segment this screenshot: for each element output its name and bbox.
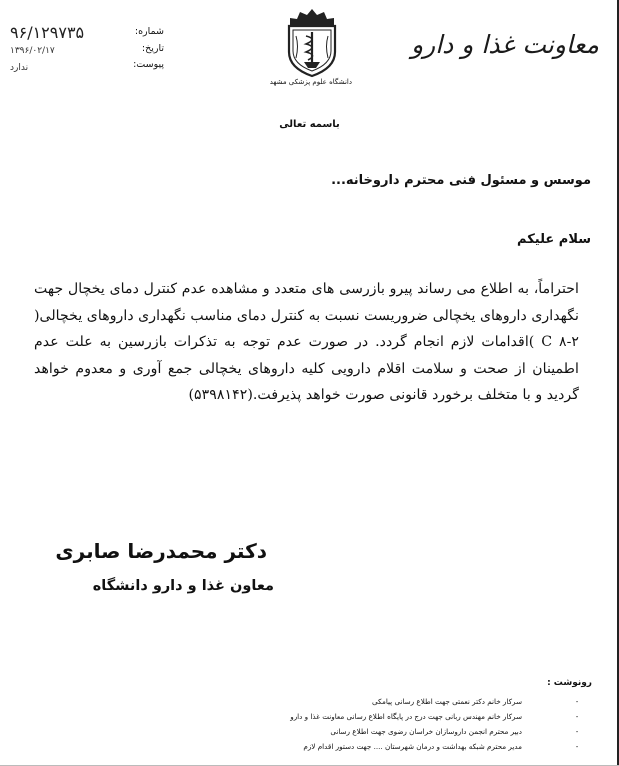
cc-item	[62, 739, 582, 754]
cc-bullet: -	[575, 727, 579, 736]
cc-item-text: دبیر محترم انجمن داروسازان خراسان رضوی جهت اطلاع رسانی	[330, 727, 522, 736]
cc-bullet: -	[575, 712, 579, 721]
letter-date: ۱۳۹۶/۰۲/۱۷	[10, 46, 55, 56]
letter-attachment: ندارد	[10, 63, 29, 73]
recipient-line: موسس و مسئول فنی محترم داروخانه...	[331, 173, 591, 188]
cc-label: رونوشت :	[547, 678, 592, 688]
cc-item	[62, 709, 582, 724]
cc-bullet: -	[575, 697, 579, 706]
date-label: تاریخ:	[141, 42, 164, 54]
cc-item-text: مدیر محترم شبکه بهداشت و درمان شهرستان .... جهت دستور اقدام لازم	[303, 742, 522, 751]
letter-body: احتراماً، به اطلاع می رساند پیرو بازرسی های متعدد و مشاهده عدم کنترل دمای یخچال جهت نگهداری داروهای یخچالی ضروریست نسبت به کنترل دمای مناسب نگهداری داروهای یخچالی( C ۸-۲ )اقدامات لازم انجام گردد. در صورت عدم توجه به تذکرات بازرسین به علت عدم اطمینان از صحت و سلامت اقلام دارویی کلیه داروهای یخچالی جمع آوری و معدوم خواهد گردید و با متخلف برخورد قانونی صورت خواهد پذیرفت.(۵۳۹۸۱۴۲)	[34, 281, 579, 404]
letter-number: ۹۶/۱۲۹۷۳۵	[10, 23, 85, 42]
letter-meta-values	[10, 23, 106, 77]
university-emblem-icon	[272, 6, 352, 78]
greeting-line: سلام علیکم	[517, 232, 591, 247]
cc-list	[62, 694, 582, 754]
number-label: شماره:	[134, 26, 164, 37]
university-logo	[269, 6, 352, 96]
cc-item	[62, 724, 582, 739]
attachment-label: پیوست:	[133, 59, 164, 70]
letter-meta-labels	[108, 24, 164, 74]
cc-item-text: سرکار خانم مهندس ربانی جهت درج در پایگاه اطلاع رسانی معاونت غذا و دارو	[290, 712, 522, 721]
signer-name: دکتر محمدرضا صابری	[55, 539, 267, 563]
logo-caption: دانشگاه علوم پزشکی مشهد	[269, 78, 352, 86]
cc-item-text: سرکار خانم دکتر نعمتی جهت اطلاع رسانی پیامکی	[372, 697, 522, 706]
cc-item	[62, 694, 582, 709]
bismillah-heading: باسمه تعالی	[279, 119, 340, 130]
signer-title: معاون غذا و دارو دانشگاه	[92, 578, 274, 594]
department-title: معاونت غذا و دارو	[411, 30, 599, 59]
cc-bullet: -	[575, 742, 579, 751]
